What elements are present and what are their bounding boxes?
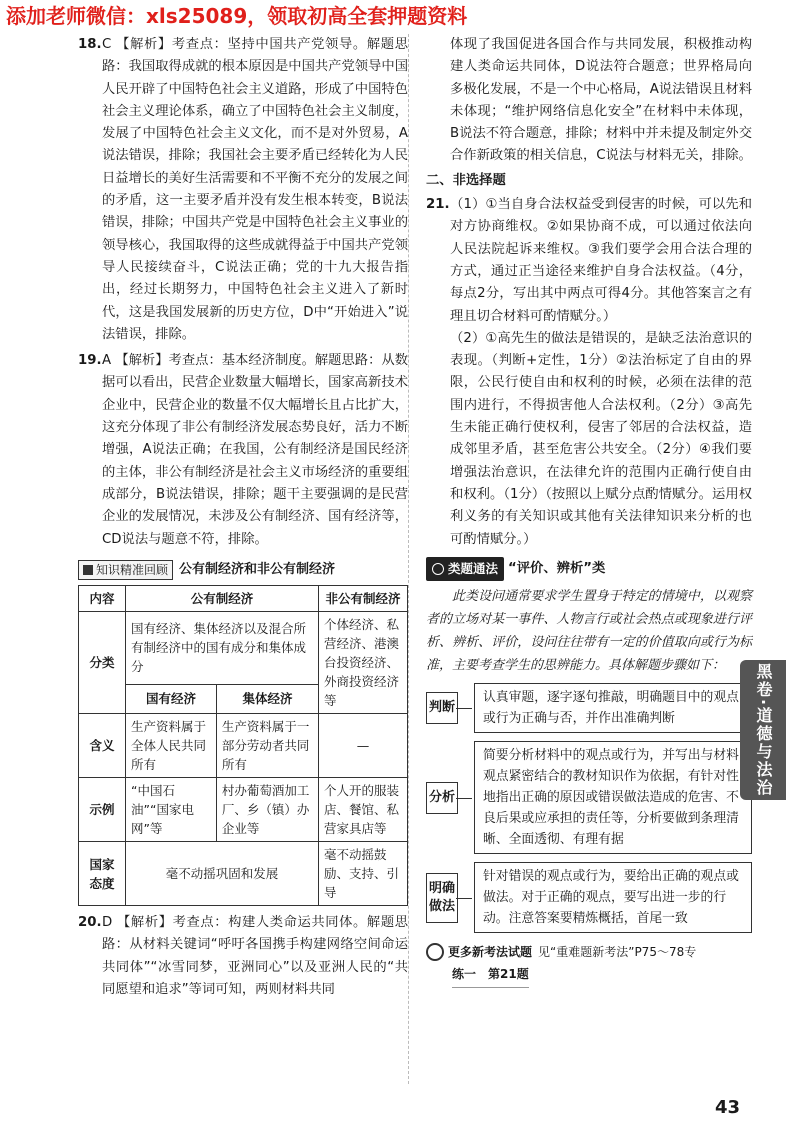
step-text: 认真审题，逐字逐句推敲，明确题目中的观点或行为正确与否，并作出准确判断 bbox=[474, 683, 752, 733]
row-label: 含义 bbox=[79, 714, 126, 778]
question-21 bbox=[426, 194, 752, 328]
left-column bbox=[78, 34, 408, 1001]
question-20 bbox=[78, 912, 408, 1001]
question-20-continued: 体现了我国促进各国合作与共同发展，积极推动构建人类命运共同体，D说法符合题意；世界格局向多极化发展，不是一个中心格局，A说法错误且材料未体现；“维护网络信息化安全”在材料中未体现，B说法不符合题意，排除；材料中并未提及制定外交合作新政策的相关信息，C说法与材料无关，排除。 bbox=[450, 37, 752, 164]
table-cell: 个人开的服装店、餐馆、私营家具店等 bbox=[319, 778, 408, 842]
subject-side-tab: 黑卷·道德与法治 bbox=[740, 660, 786, 800]
box-heading: 公有制经济和非公有制经济 bbox=[179, 561, 336, 577]
question-21-part2: （2）①高先生的做法是错误的，是缺乏法治意识的表现。（判断+定性，1分）②法治标定了自由的界限，公民行使自由和权利的时候，必须在法律的范围内进行，不得损害他人合法权利。（2分）③高先生未能正确行使权利，侵害了邻居的合法权益，造成邻里矛盾，甚至危害公共安全。（2分）④我们要增强法治意识，在法律允许的范围内正确行使自由和权利。（1分）（按照以上赋分点酌情赋分。运用权利义务的有关知识或其他有关法律知识来分析的也可酌情赋分。） bbox=[450, 330, 752, 547]
table-cell: 毫不动摇鼓励、支持、引导 bbox=[319, 842, 408, 906]
step-text: 简要分析材料中的观点或行为，并写出与材料观点紧密结合的教材知识作为依据，有针对性地指出正确的原因或错误做法造成的危害、不良后果或应承担的责任等，分析要做到条理清晰、全面透彻、有理有据 bbox=[474, 741, 752, 854]
page-body bbox=[56, 34, 756, 1094]
more-title: 更多新考法试题 bbox=[448, 945, 533, 960]
book-icon bbox=[83, 565, 93, 575]
knowledge-box-title bbox=[78, 559, 408, 581]
table-subheader: 国有经济 bbox=[126, 684, 217, 713]
table-cell: 国有经济、集体经济以及混合所有制经济中的国有成分和集体成分 bbox=[126, 612, 319, 685]
link-icon bbox=[426, 943, 444, 961]
tip-intro: 此类设问通常要求学生置身于特定的情境中，以观察者的立场对某一事件、人物言行或社会热点或现象进行评析、辨析、评价，设问往往带有一定的价值取向或行为标准，主要考查学生的思辨能力。具体解题步骤如下： bbox=[426, 589, 752, 674]
more-subref: 练一 第21题 bbox=[452, 963, 529, 987]
table-cell: 毫不动摇巩固和发展 bbox=[126, 842, 319, 906]
tip-heading: “评价、辨析”类 bbox=[508, 560, 606, 576]
step-clarify bbox=[426, 862, 752, 933]
right-column bbox=[426, 34, 752, 988]
row-label: 国家态度 bbox=[79, 842, 126, 906]
more-questions bbox=[426, 941, 752, 963]
step-label: 明确做法 bbox=[426, 873, 458, 923]
table-cell: — bbox=[319, 714, 408, 778]
table-cell: 个体经济、私营经济、港澳台投资经济、外商投资经济等 bbox=[319, 612, 408, 714]
table-header: 公有制经济 bbox=[126, 586, 319, 612]
table-cell: 村办葡萄酒加工厂、乡（镇）办企业等 bbox=[216, 778, 318, 842]
answer-text: A 【解析】考查点：基本经济制度。解题思路：从数据可以看出，民营企业数量大幅增长，国家高新技术企业中，民营企业的数量不仅大幅增长且占比扩大，这充分体现了非公有制经济发展态势良好，活力不断增强，A说法正确；在我国，公有制经济是国民经济的主体，非公有制经济是社会主义市场经济的重要组成部分，B说法错误，排除；题干主要强调的是民营企业的发展情况，未涉及公有制经济、国有经济等，CD说法与题意不符，排除。 bbox=[102, 353, 408, 547]
more-reference: 见“重难题新考法”P75～78专 bbox=[538, 945, 697, 960]
row-label: 分类 bbox=[79, 612, 126, 714]
method-tag: 类题通法 bbox=[426, 557, 504, 581]
question-18 bbox=[78, 34, 408, 346]
step-text: 针对错误的观点或行为，要给出正确的观点或做法。对于正确的观点，要写出进一步的行动。注意答案要精炼概括，首尾一致 bbox=[474, 862, 752, 933]
step-analyze bbox=[426, 741, 752, 854]
answer-text: （1）①当自身合法权益受到侵害的时候，可以先和对方协商维权。②如果协商不成，可以通过依法向人民法院起诉来维权。③我们要学会用合法合理的方式，通过正当途径来维护自身合法权益。（4分，每点2分，写出其中两点可得4分。其他答案言之有理且切合材料可酌情赋分。） bbox=[450, 197, 752, 324]
table-cell: “中国石油”“国家电网”等 bbox=[126, 778, 217, 842]
answer-text: D 【解析】考查点：构建人类命运共同体。解题思路：从材料关键词“呼吁各国携手构建网络空间命运共同体”“冰雪同梦，亚洲同心”以及亚洲人民的“共同愿望和追求”等词可知，两则材料共同 bbox=[102, 915, 408, 998]
table-header: 非公有制经济 bbox=[319, 586, 408, 612]
table-header: 内容 bbox=[79, 586, 126, 612]
row-label: 示例 bbox=[79, 778, 126, 842]
watermark-banner: 添加老师微信：xls25089，领取初高全套押题资料 bbox=[6, 4, 468, 28]
question-19 bbox=[78, 350, 408, 551]
table-cell: 生产资料属于全体人民共同所有 bbox=[126, 714, 217, 778]
step-label: 分析 bbox=[426, 782, 458, 814]
step-judge bbox=[426, 683, 752, 733]
knowledge-table bbox=[78, 585, 408, 906]
section-heading: 二、非选择题 bbox=[426, 172, 506, 188]
step-label: 判断 bbox=[426, 692, 458, 724]
question-number: 20. bbox=[78, 915, 102, 931]
question-number: 21. bbox=[426, 197, 450, 213]
solution-steps bbox=[426, 683, 752, 933]
question-number: 18. bbox=[78, 37, 102, 52]
column-divider bbox=[408, 34, 409, 1084]
question-number: 19. bbox=[78, 353, 102, 369]
table-cell: 生产资料属于一部分劳动者共同所有 bbox=[216, 714, 318, 778]
answer-text: C 【解析】考查点：坚持中国共产党领导。解题思路：我国取得成就的根本原因是中国共产党领导中国人民开辟了中国特色社会主义道路，形成了中国特色社会主义理论体系，确立了中国特色社会主义制度，发展了中国特色社会主义文化，而不是对外贸易，A说法错误，排除；我国社会主要矛盾已经转化为人民日益增长的美好生活需要和不平衡不充分的发展之间的矛盾，这一主要矛盾并没有发生根本转变，B说法错误，排除；中国共产党是中国特色社会主义事业的领导核心，我国取得的这些成就得益于中国共产党领导人民接续奋斗，C说法正确；党的十九大报告指出，经过长期努力，中国特色社会主义进入了新时代，这是我国发展新的历史方位，D中“开始进入”说法错误，排除。 bbox=[102, 37, 408, 342]
lightbulb-icon bbox=[432, 563, 444, 575]
method-tip-title bbox=[426, 557, 752, 581]
table-subheader: 集体经济 bbox=[216, 684, 318, 713]
knowledge-tag: 知识精准回顾 bbox=[78, 560, 173, 580]
page-number: 43 bbox=[715, 1097, 741, 1118]
